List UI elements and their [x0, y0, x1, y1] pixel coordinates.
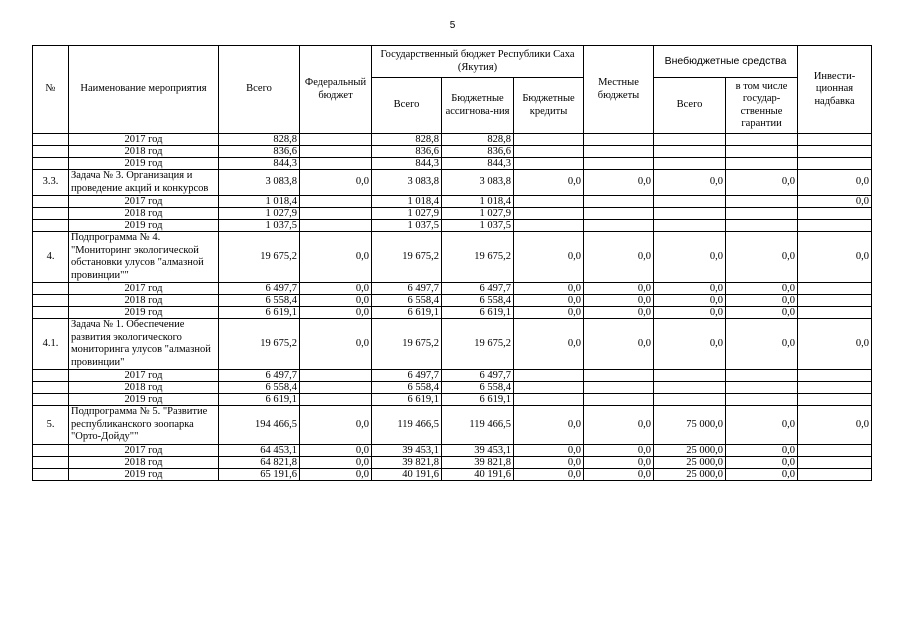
cell-invest: 0,0 — [798, 232, 872, 283]
header-invest: Инвести-ционная надбавка — [798, 46, 872, 134]
table-header — [33, 46, 872, 134]
header-local: Местные бюджеты — [584, 46, 654, 134]
cell-local: 0,0 — [584, 444, 654, 456]
table-row-year — [33, 307, 872, 319]
cell-invest — [798, 208, 872, 220]
table-row-year — [33, 456, 872, 468]
table-row-year — [33, 283, 872, 295]
cell-extra-total: 25 000,0 — [654, 456, 726, 468]
cell-state-alloc: 6 497,7 — [442, 283, 514, 295]
table-row-year — [33, 394, 872, 406]
cell-federal — [300, 196, 372, 208]
cell-state-credit — [514, 220, 584, 232]
cell-extra-guarantee — [726, 220, 798, 232]
cell-name: 2017 год — [69, 134, 219, 146]
cell-state-total: 836,6 — [372, 146, 442, 158]
cell-invest — [798, 370, 872, 382]
cell-invest: 0,0 — [798, 319, 872, 370]
cell-total: 3 083,8 — [219, 170, 300, 196]
cell-state-alloc: 39 453,1 — [442, 444, 514, 456]
cell-federal: 0,0 — [300, 406, 372, 445]
cell-total: 64 453,1 — [219, 444, 300, 456]
cell-name: 2018 год — [69, 456, 219, 468]
cell-total: 1 018,4 — [219, 196, 300, 208]
cell-federal — [300, 134, 372, 146]
cell-federal: 0,0 — [300, 170, 372, 196]
cell-extra-guarantee — [726, 208, 798, 220]
cell-state-credit — [514, 158, 584, 170]
cell-extra-guarantee — [726, 146, 798, 158]
cell-name: 2018 год — [69, 295, 219, 307]
table-row-year — [33, 370, 872, 382]
cell-extra-total: 0,0 — [654, 307, 726, 319]
cell-extra-guarantee: 0,0 — [726, 232, 798, 283]
cell-state-alloc: 6 558,4 — [442, 295, 514, 307]
cell-total: 6 619,1 — [219, 307, 300, 319]
cell-invest — [798, 394, 872, 406]
cell-num — [33, 196, 69, 208]
cell-state-credit — [514, 146, 584, 158]
cell-local: 0,0 — [584, 468, 654, 480]
cell-local: 0,0 — [584, 295, 654, 307]
cell-total: 6 497,7 — [219, 370, 300, 382]
cell-federal: 0,0 — [300, 456, 372, 468]
cell-total: 19 675,2 — [219, 319, 300, 370]
cell-name: 2018 год — [69, 382, 219, 394]
cell-num — [33, 468, 69, 480]
header-federal: Федеральный бюджет — [300, 46, 372, 134]
table-row-year — [33, 220, 872, 232]
table-row-year — [33, 134, 872, 146]
cell-name: Подпрограмма № 4. "Мониторинг экологической обстановки улусов "алмазной провинции"" — [69, 232, 219, 283]
cell-extra-guarantee — [726, 370, 798, 382]
cell-local — [584, 196, 654, 208]
table-row-item — [33, 406, 872, 445]
cell-local — [584, 394, 654, 406]
cell-local — [584, 220, 654, 232]
cell-invest — [798, 382, 872, 394]
cell-state-credit — [514, 382, 584, 394]
cell-local — [584, 208, 654, 220]
cell-federal: 0,0 — [300, 444, 372, 456]
cell-extra-guarantee: 0,0 — [726, 319, 798, 370]
cell-total: 19 675,2 — [219, 232, 300, 283]
cell-state-credit: 0,0 — [514, 468, 584, 480]
cell-num: 3.3. — [33, 170, 69, 196]
cell-state-total: 6 619,1 — [372, 307, 442, 319]
cell-state-total: 40 191,6 — [372, 468, 442, 480]
cell-num — [33, 370, 69, 382]
cell-extra-total: 0,0 — [654, 319, 726, 370]
cell-federal: 0,0 — [300, 319, 372, 370]
cell-local: 0,0 — [584, 232, 654, 283]
cell-state-credit: 0,0 — [514, 444, 584, 456]
header-extra-total: Всего — [654, 78, 726, 134]
cell-extra-guarantee: 0,0 — [726, 307, 798, 319]
cell-name: 2017 год — [69, 283, 219, 295]
cell-local — [584, 134, 654, 146]
cell-num — [33, 307, 69, 319]
table-row-item — [33, 170, 872, 196]
cell-extra-total: 75 000,0 — [654, 406, 726, 445]
cell-state-credit — [514, 134, 584, 146]
cell-federal: 0,0 — [300, 283, 372, 295]
cell-extra-guarantee — [726, 196, 798, 208]
table-row-item — [33, 232, 872, 283]
cell-invest — [798, 158, 872, 170]
cell-state-credit — [514, 370, 584, 382]
cell-local: 0,0 — [584, 283, 654, 295]
cell-state-credit: 0,0 — [514, 406, 584, 445]
cell-local: 0,0 — [584, 307, 654, 319]
cell-extra-guarantee: 0,0 — [726, 295, 798, 307]
cell-num — [33, 456, 69, 468]
cell-extra-total: 0,0 — [654, 232, 726, 283]
page-number: 5 — [449, 20, 456, 31]
cell-extra-total: 0,0 — [654, 170, 726, 196]
cell-federal — [300, 158, 372, 170]
cell-state-total: 3 083,8 — [372, 170, 442, 196]
cell-total: 65 191,6 — [219, 468, 300, 480]
cell-federal — [300, 146, 372, 158]
cell-name: 2019 год — [69, 307, 219, 319]
header-state-total: Всего — [372, 78, 442, 134]
cell-state-total: 6 497,7 — [372, 370, 442, 382]
cell-name: Подпрограмма № 5. "Развитие республиканского зоопарка "Орто-Дойду"" — [69, 406, 219, 445]
cell-state-total: 1 018,4 — [372, 196, 442, 208]
cell-state-alloc: 6 497,7 — [442, 370, 514, 382]
cell-invest: 0,0 — [798, 170, 872, 196]
cell-total: 836,6 — [219, 146, 300, 158]
table-row-year — [33, 382, 872, 394]
cell-extra-total — [654, 220, 726, 232]
cell-name: 2018 год — [69, 146, 219, 158]
cell-extra-guarantee — [726, 158, 798, 170]
cell-federal: 0,0 — [300, 468, 372, 480]
cell-invest — [798, 283, 872, 295]
cell-state-alloc: 1 037,5 — [442, 220, 514, 232]
cell-state-credit — [514, 196, 584, 208]
cell-num — [33, 295, 69, 307]
cell-federal: 0,0 — [300, 307, 372, 319]
cell-state-alloc: 19 675,2 — [442, 319, 514, 370]
cell-extra-total — [654, 196, 726, 208]
cell-num: 4.1. — [33, 319, 69, 370]
cell-state-credit: 0,0 — [514, 307, 584, 319]
header-state-alloc: Бюджетные ассигнова-ния — [442, 78, 514, 134]
cell-extra-total: 25 000,0 — [654, 468, 726, 480]
cell-invest — [798, 307, 872, 319]
cell-extra-guarantee: 0,0 — [726, 170, 798, 196]
cell-local — [584, 146, 654, 158]
cell-extra-guarantee: 0,0 — [726, 283, 798, 295]
cell-name: Задача № 3. Организация и проведение акций и конкурсов — [69, 170, 219, 196]
cell-invest: 0,0 — [798, 196, 872, 208]
cell-num — [33, 158, 69, 170]
cell-state-total: 1 027,9 — [372, 208, 442, 220]
cell-state-total: 1 037,5 — [372, 220, 442, 232]
cell-state-credit: 0,0 — [514, 232, 584, 283]
cell-total: 6 558,4 — [219, 382, 300, 394]
cell-federal — [300, 382, 372, 394]
cell-state-alloc: 844,3 — [442, 158, 514, 170]
header-extra-budget-group: Внебюджетные средства — [654, 46, 798, 78]
cell-state-alloc: 836,6 — [442, 146, 514, 158]
table-row-year — [33, 158, 872, 170]
table-row-year — [33, 196, 872, 208]
cell-state-credit: 0,0 — [514, 283, 584, 295]
cell-num: 4. — [33, 232, 69, 283]
cell-name: 2019 год — [69, 468, 219, 480]
table-row-year — [33, 444, 872, 456]
cell-name: 2018 год — [69, 208, 219, 220]
cell-state-alloc: 19 675,2 — [442, 232, 514, 283]
cell-total: 1 027,9 — [219, 208, 300, 220]
cell-invest — [798, 220, 872, 232]
cell-state-total: 39 453,1 — [372, 444, 442, 456]
cell-name: 2019 год — [69, 220, 219, 232]
cell-name: 2019 год — [69, 158, 219, 170]
cell-state-total: 39 821,8 — [372, 456, 442, 468]
cell-state-total: 828,8 — [372, 134, 442, 146]
header-state-budget-group: Государственный бюджет Республики Саха (Якутия) — [372, 46, 584, 78]
cell-state-total: 6 497,7 — [372, 283, 442, 295]
cell-local — [584, 158, 654, 170]
table-row-item — [33, 319, 872, 370]
cell-state-alloc: 3 083,8 — [442, 170, 514, 196]
cell-extra-total: 25 000,0 — [654, 444, 726, 456]
cell-state-alloc: 1 018,4 — [442, 196, 514, 208]
cell-federal — [300, 394, 372, 406]
cell-num — [33, 382, 69, 394]
cell-state-alloc: 6 619,1 — [442, 394, 514, 406]
cell-state-credit — [514, 208, 584, 220]
cell-num — [33, 283, 69, 295]
cell-state-total: 119 466,5 — [372, 406, 442, 445]
cell-federal — [300, 208, 372, 220]
cell-state-alloc: 119 466,5 — [442, 406, 514, 445]
cell-local — [584, 382, 654, 394]
header-extra-guarantee: в том числе государ-ственные гарантии — [726, 78, 798, 134]
budget-table — [32, 45, 872, 481]
cell-total: 6 558,4 — [219, 295, 300, 307]
cell-local: 0,0 — [584, 456, 654, 468]
cell-extra-guarantee: 0,0 — [726, 456, 798, 468]
cell-invest — [798, 456, 872, 468]
cell-state-total: 6 558,4 — [372, 382, 442, 394]
cell-total: 194 466,5 — [219, 406, 300, 445]
header-num: № — [33, 46, 69, 134]
cell-invest — [798, 146, 872, 158]
cell-num — [33, 394, 69, 406]
cell-name: 2017 год — [69, 370, 219, 382]
cell-num — [33, 146, 69, 158]
header-state-credit: Бюджетные кредиты — [514, 78, 584, 134]
cell-invest — [798, 134, 872, 146]
cell-local: 0,0 — [584, 319, 654, 370]
cell-num — [33, 220, 69, 232]
cell-name: 2019 год — [69, 394, 219, 406]
header-name: Наименование мероприятия — [69, 46, 219, 134]
cell-state-credit: 0,0 — [514, 319, 584, 370]
cell-num — [33, 444, 69, 456]
cell-federal — [300, 370, 372, 382]
table-row-year — [33, 295, 872, 307]
cell-extra-guarantee — [726, 382, 798, 394]
cell-local: 0,0 — [584, 170, 654, 196]
cell-local: 0,0 — [584, 406, 654, 445]
cell-num: 5. — [33, 406, 69, 445]
table-body — [33, 134, 872, 481]
cell-extra-total — [654, 134, 726, 146]
cell-invest — [798, 295, 872, 307]
cell-state-credit — [514, 394, 584, 406]
cell-extra-total — [654, 158, 726, 170]
cell-total: 1 037,5 — [219, 220, 300, 232]
cell-total: 828,8 — [219, 134, 300, 146]
cell-extra-total — [654, 208, 726, 220]
cell-state-total: 6 619,1 — [372, 394, 442, 406]
cell-local — [584, 370, 654, 382]
cell-extra-total — [654, 370, 726, 382]
cell-num — [33, 134, 69, 146]
cell-name: Задача № 1. Обеспечение развития экологического мониторинга улусов "алмазной провинции" — [69, 319, 219, 370]
cell-state-total: 19 675,2 — [372, 232, 442, 283]
cell-total: 844,3 — [219, 158, 300, 170]
cell-total: 6 497,7 — [219, 283, 300, 295]
cell-extra-guarantee — [726, 394, 798, 406]
cell-state-alloc: 6 619,1 — [442, 307, 514, 319]
cell-state-alloc: 1 027,9 — [442, 208, 514, 220]
cell-extra-total — [654, 146, 726, 158]
cell-federal: 0,0 — [300, 295, 372, 307]
cell-invest: 0,0 — [798, 406, 872, 445]
cell-invest — [798, 468, 872, 480]
cell-state-total: 844,3 — [372, 158, 442, 170]
cell-federal — [300, 220, 372, 232]
cell-state-credit: 0,0 — [514, 170, 584, 196]
cell-total: 64 821,8 — [219, 456, 300, 468]
cell-name: 2017 год — [69, 196, 219, 208]
cell-extra-guarantee: 0,0 — [726, 406, 798, 445]
table-row-year — [33, 146, 872, 158]
cell-state-credit: 0,0 — [514, 456, 584, 468]
cell-extra-total: 0,0 — [654, 283, 726, 295]
header-total: Всего — [219, 46, 300, 134]
cell-extra-total: 0,0 — [654, 295, 726, 307]
cell-extra-total — [654, 382, 726, 394]
cell-extra-guarantee — [726, 134, 798, 146]
cell-total: 6 619,1 — [219, 394, 300, 406]
cell-extra-guarantee: 0,0 — [726, 468, 798, 480]
table-row-year — [33, 468, 872, 480]
cell-extra-guarantee: 0,0 — [726, 444, 798, 456]
cell-state-alloc: 6 558,4 — [442, 382, 514, 394]
cell-state-credit: 0,0 — [514, 295, 584, 307]
cell-state-alloc: 40 191,6 — [442, 468, 514, 480]
cell-federal: 0,0 — [300, 232, 372, 283]
cell-extra-total — [654, 394, 726, 406]
cell-state-total: 19 675,2 — [372, 319, 442, 370]
cell-state-total: 6 558,4 — [372, 295, 442, 307]
cell-num — [33, 208, 69, 220]
cell-state-alloc: 39 821,8 — [442, 456, 514, 468]
cell-name: 2017 год — [69, 444, 219, 456]
cell-state-alloc: 828,8 — [442, 134, 514, 146]
cell-invest — [798, 444, 872, 456]
table-row-year — [33, 208, 872, 220]
